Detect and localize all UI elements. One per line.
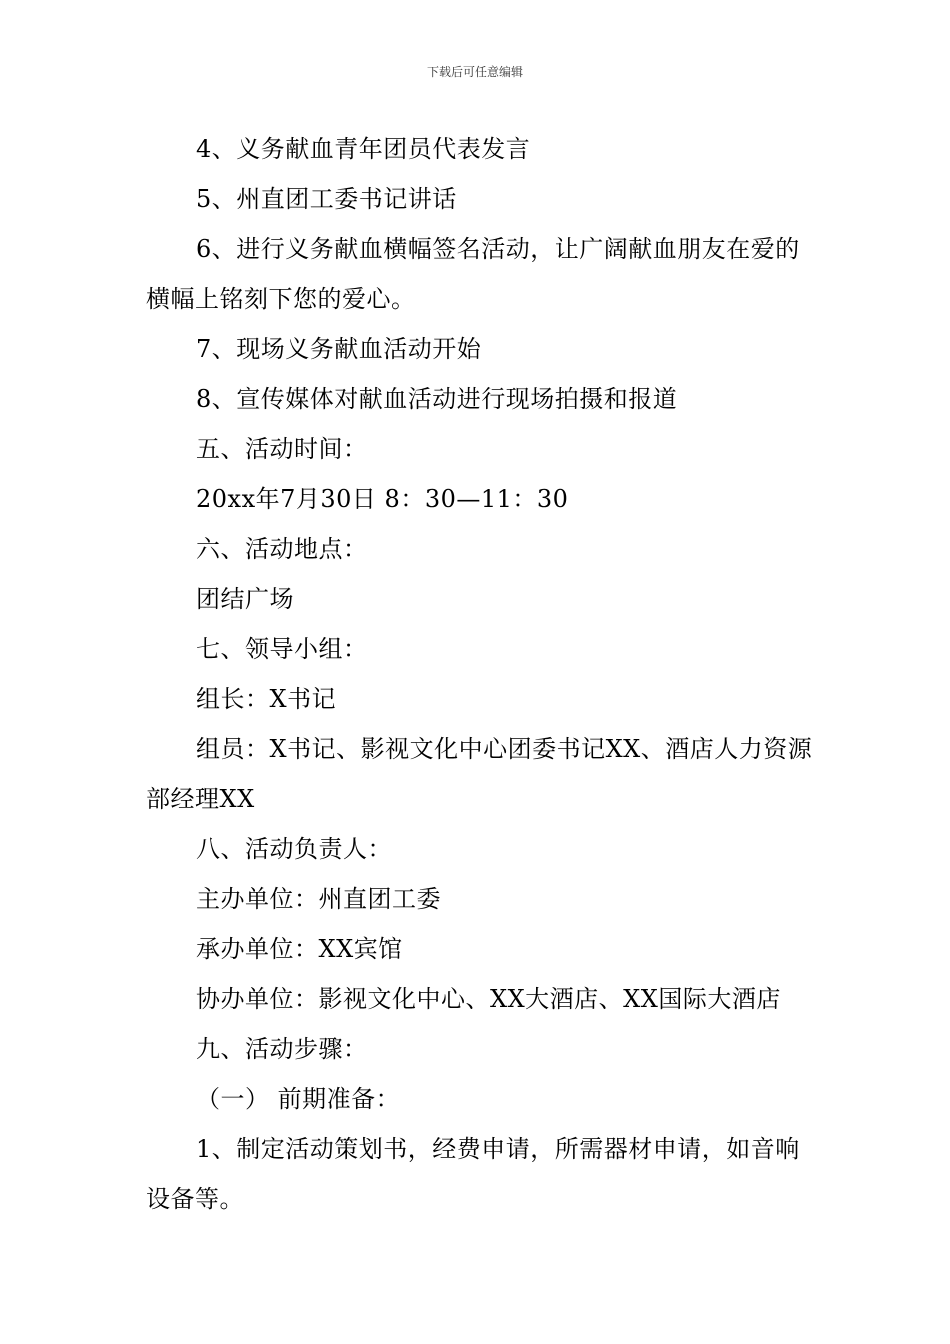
document-body: [146, 124, 816, 1224]
section-heading-time: 五、活动时间：: [196, 435, 368, 463]
section-heading-leadership: 七、领导小组：: [196, 635, 368, 663]
activity-location-value: 团结广场: [196, 585, 294, 613]
group-members: 组员：X书记、影视文化中心团委书记XX、酒店人力资源部经理XX: [146, 735, 813, 813]
activity-time-value: 20xx年7月30日 8：30—11：30: [196, 485, 569, 513]
section-heading-steps: 九、活动步骤：: [196, 1035, 368, 1063]
section-heading-responsible: 八、活动负责人：: [196, 835, 392, 863]
page-header-note: 下载后可任意编辑: [426, 65, 523, 79]
paragraph-5: 8、宣传媒体对献血活动进行现场拍摄和报道: [196, 385, 678, 413]
subsection-preparation: （一） 前期准备：: [196, 1085, 401, 1113]
organizer-unit: 承办单位：XX宾馆: [196, 935, 403, 963]
preparation-step-1: 1、制定活动策划书，经费申请，所需器材申请，如音响设备等。: [146, 1135, 800, 1213]
co-organizer-unit: 协办单位：影视文化中心、XX大酒店、XX国际大酒店: [196, 985, 781, 1013]
section-heading-location: 六、活动地点：: [196, 535, 368, 563]
paragraph-1: 4、义务献血青年团员代表发言: [196, 135, 531, 163]
paragraph-2: 5、州直团工委书记讲话: [196, 185, 457, 213]
group-leader: 组长：X书记: [196, 685, 337, 713]
paragraph-4: 7、现场义务献血活动开始: [196, 335, 482, 363]
paragraph-3: 6、进行义务献血横幅签名活动，让广阔献血朋友在爱的横幅上铭刻下您的爱心。: [146, 235, 800, 313]
host-unit: 主办单位：州直团工委: [196, 885, 441, 913]
